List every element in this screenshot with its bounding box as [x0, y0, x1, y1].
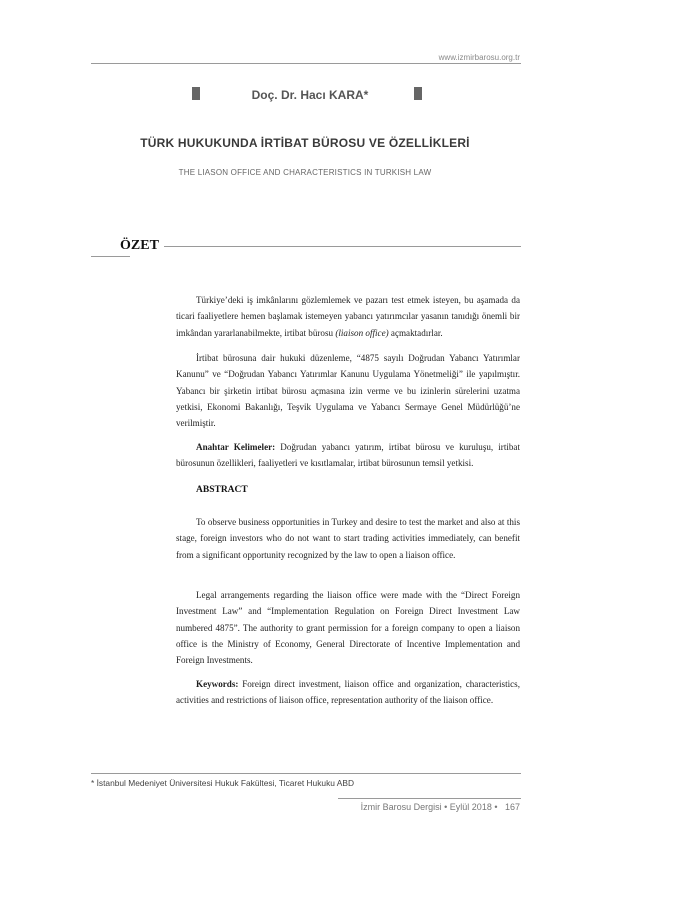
footnote: * İstanbul Medeniyet Üniversitesi Hukuk Fakültesi, Ticaret Hukuku ABD	[91, 778, 354, 788]
article-title: TÜRK HUKUKUNDA İRTİBAT BÜROSU VE ÖZELLİKLERİ	[140, 136, 470, 150]
ozet-keywords-label: Anahtar Kelimeler:	[196, 442, 276, 452]
article-title-english: THE LIASON OFFICE AND CHARACTERISTICS IN TURKISH LAW	[178, 168, 432, 177]
site-url[interactable]: www.izmirbarosu.org.tr	[438, 53, 520, 62]
author-marker-right	[414, 87, 422, 100]
ozet-p1-italic: (liaison office)	[335, 327, 389, 338]
journal-footer: İzmir Barosu Dergisi • Eylül 2018 • 167	[360, 802, 520, 812]
abstract-keywords-label: Keywords:	[196, 679, 239, 689]
footnote-rule	[91, 773, 521, 774]
ozet-p1-end: açmaktadırlar.	[388, 327, 443, 338]
abstract-heading: ABSTRACT	[196, 485, 248, 495]
author-marker-left	[192, 87, 200, 100]
footer-rule	[338, 798, 521, 799]
author-name: Doç. Dr. Hacı KARA*	[251, 88, 369, 102]
abstract-keywords-text: Foreign direct investment, liaison office and organization, characteristics, activities and restrictions of liaison office, representation authority of the liaison office.	[176, 679, 520, 706]
ozet-keywords-text: Doğrudan yabancı yatırım, irtibat bürosu ve kuruluşu, irtibat bürosunun özellikleri, faaliyetleri ve kısıtlamalar, irtibat bürosunun temsil yetkisi.	[176, 442, 520, 469]
abstract-paragraph-1	[176, 514, 520, 563]
header-rule	[91, 63, 521, 64]
ozet-rule-right	[164, 246, 521, 247]
ozet-keywords	[176, 439, 520, 472]
ozet-rule-left	[91, 256, 130, 257]
abstract-p2-text: Legal arrangements regarding the liaison office were made with the “Direct Foreign Investment Law” and “Implementation Regulation on Foreign Direct Investment Law numbered 4875”. The authority to grant permission for a foreign company to open a liaison office is the Ministry of Economy, General Directorate of Incentive Implementation and Foreign Investments.	[176, 590, 520, 666]
ozet-p1-text: Türkiye’deki iş imkânlarını gözlemlemek ve pazarı test etmek isteyen, bu aşamada da ticari faaliyetlere hemen başlamak istemeyen yabancı yatırımcılar yasanın tanıdığı önemli bir imkândan yararlanabilmekte, irtibat bürosu	[176, 295, 520, 338]
ozet-heading: ÖZET	[120, 238, 159, 253]
ozet-paragraph-1	[176, 292, 520, 341]
ozet-p2-text: İrtibat bürosuna dair hukuki düzenleme, “4875 sayılı Doğrudan Yabancı Yatırımlar Kanunu” ve “Doğrudan Yabancı Yatırımlar Kanunu Uygulama Yönetmeliği” ile yapılmıştır. Yabancı bir şirketin irtibat bürosu açmasına izin verme ve bu izinlerin sürelerini uzatma yetkisi, Ekonomi Bakanlığı, Teşvik Uygulama ve Yabancı Sermaye Genel Müdürlüğü’ne verilmiştir.	[176, 353, 520, 429]
abstract-keywords	[176, 676, 520, 709]
ozet-paragraph-2	[176, 350, 520, 431]
abstract-paragraph-2	[176, 587, 520, 668]
abstract-p1-text: To observe business opportunities in Turkey and desire to test the market and also at this stage, foreign investors who do not want to start trading activities immediately, can benefit from a significant opportunity recognized by the law to open a liaison office.	[176, 517, 520, 560]
